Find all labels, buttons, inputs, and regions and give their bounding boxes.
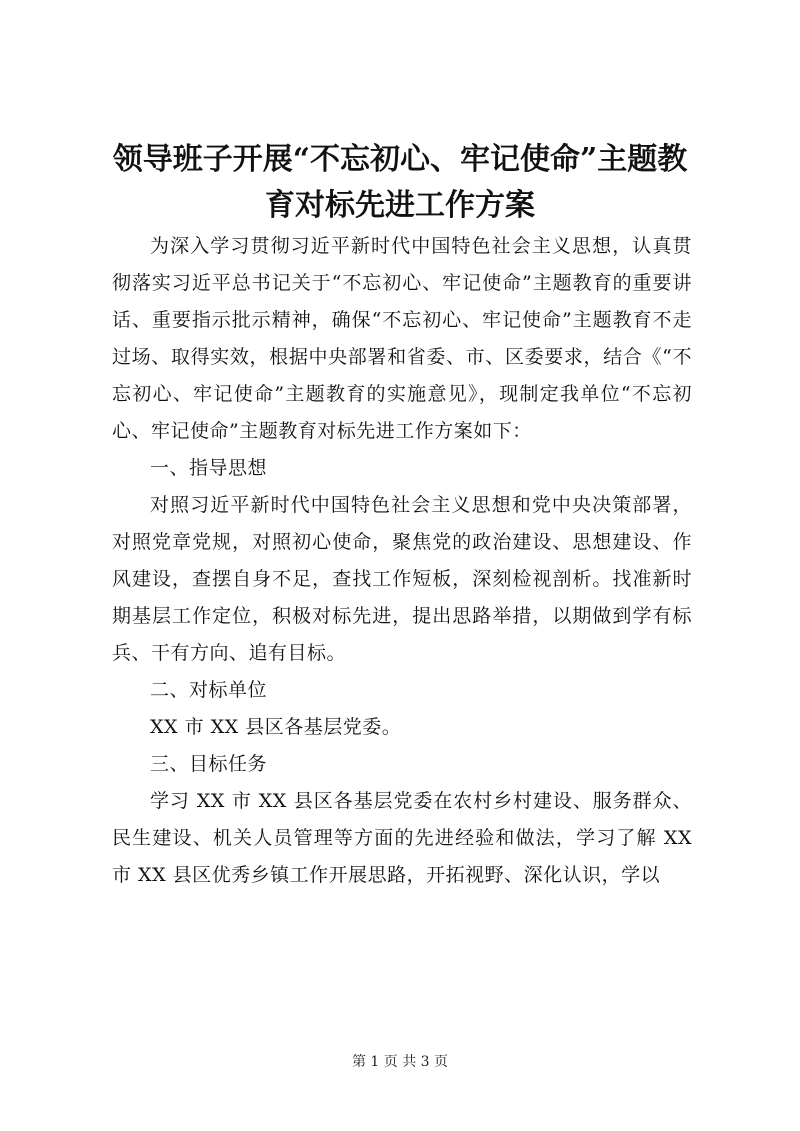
title-line-1: 领导班子开展“不忘初心、牢记使命”主题教	[112, 142, 688, 177]
title-line-2: 育对标先进工作方案	[265, 188, 535, 223]
section-heading-goals-tasks: 三、目标任务	[150, 753, 268, 775]
document-body	[112, 228, 692, 894]
document-title	[80, 137, 720, 229]
page-footer: 第 1 页 共 3 页	[351, 1054, 449, 1070]
goals-tasks-paragraph: 学习 XX 市 XX 县区各基层党委在农村乡村建设、服务群众、民生建设、机关人员管理等方面的先进经验和做法，学习了解 XX 市 XX 县区优秀乡镇工作开展思路，开拓视野、深化认识，学以	[112, 790, 692, 886]
benchmark-units-paragraph: XX 市 XX 县区各基层党委。	[150, 716, 402, 738]
section-heading-benchmark-units: 二、对标单位	[150, 679, 268, 701]
section-heading-guiding-ideology: 一、指导思想	[150, 457, 268, 479]
guiding-ideology-paragraph: 对照习近平新时代中国特色社会主义思想和党中央决策部署，对照党章党规，对照初心使命，聚焦党的政治建设、思想建设、作风建设，查摆自身不足，查找工作短板，深刻检视剖析。找准新时期基层工作定位，积极对标先进，提出思路举措，以期做到学有标兵、干有方向、追有目标。	[112, 494, 692, 664]
intro-paragraph: 为深入学习贯彻习近平新时代中国特色社会主义思想，认真贯彻落实习近平总书记关于“不忘初心、牢记使命”主题教育的重要讲话、重要指示批示精神，确保“不忘初心、牢记使命”主题教育不走过场、取得实效，根据中央部署和省委、市、区委要求，结合《“不忘初心、牢记使命”主题教育的实施意见》，现制定我单位“不忘初心、牢记使命”主题教育对标先进工作方案如下：	[112, 235, 692, 442]
